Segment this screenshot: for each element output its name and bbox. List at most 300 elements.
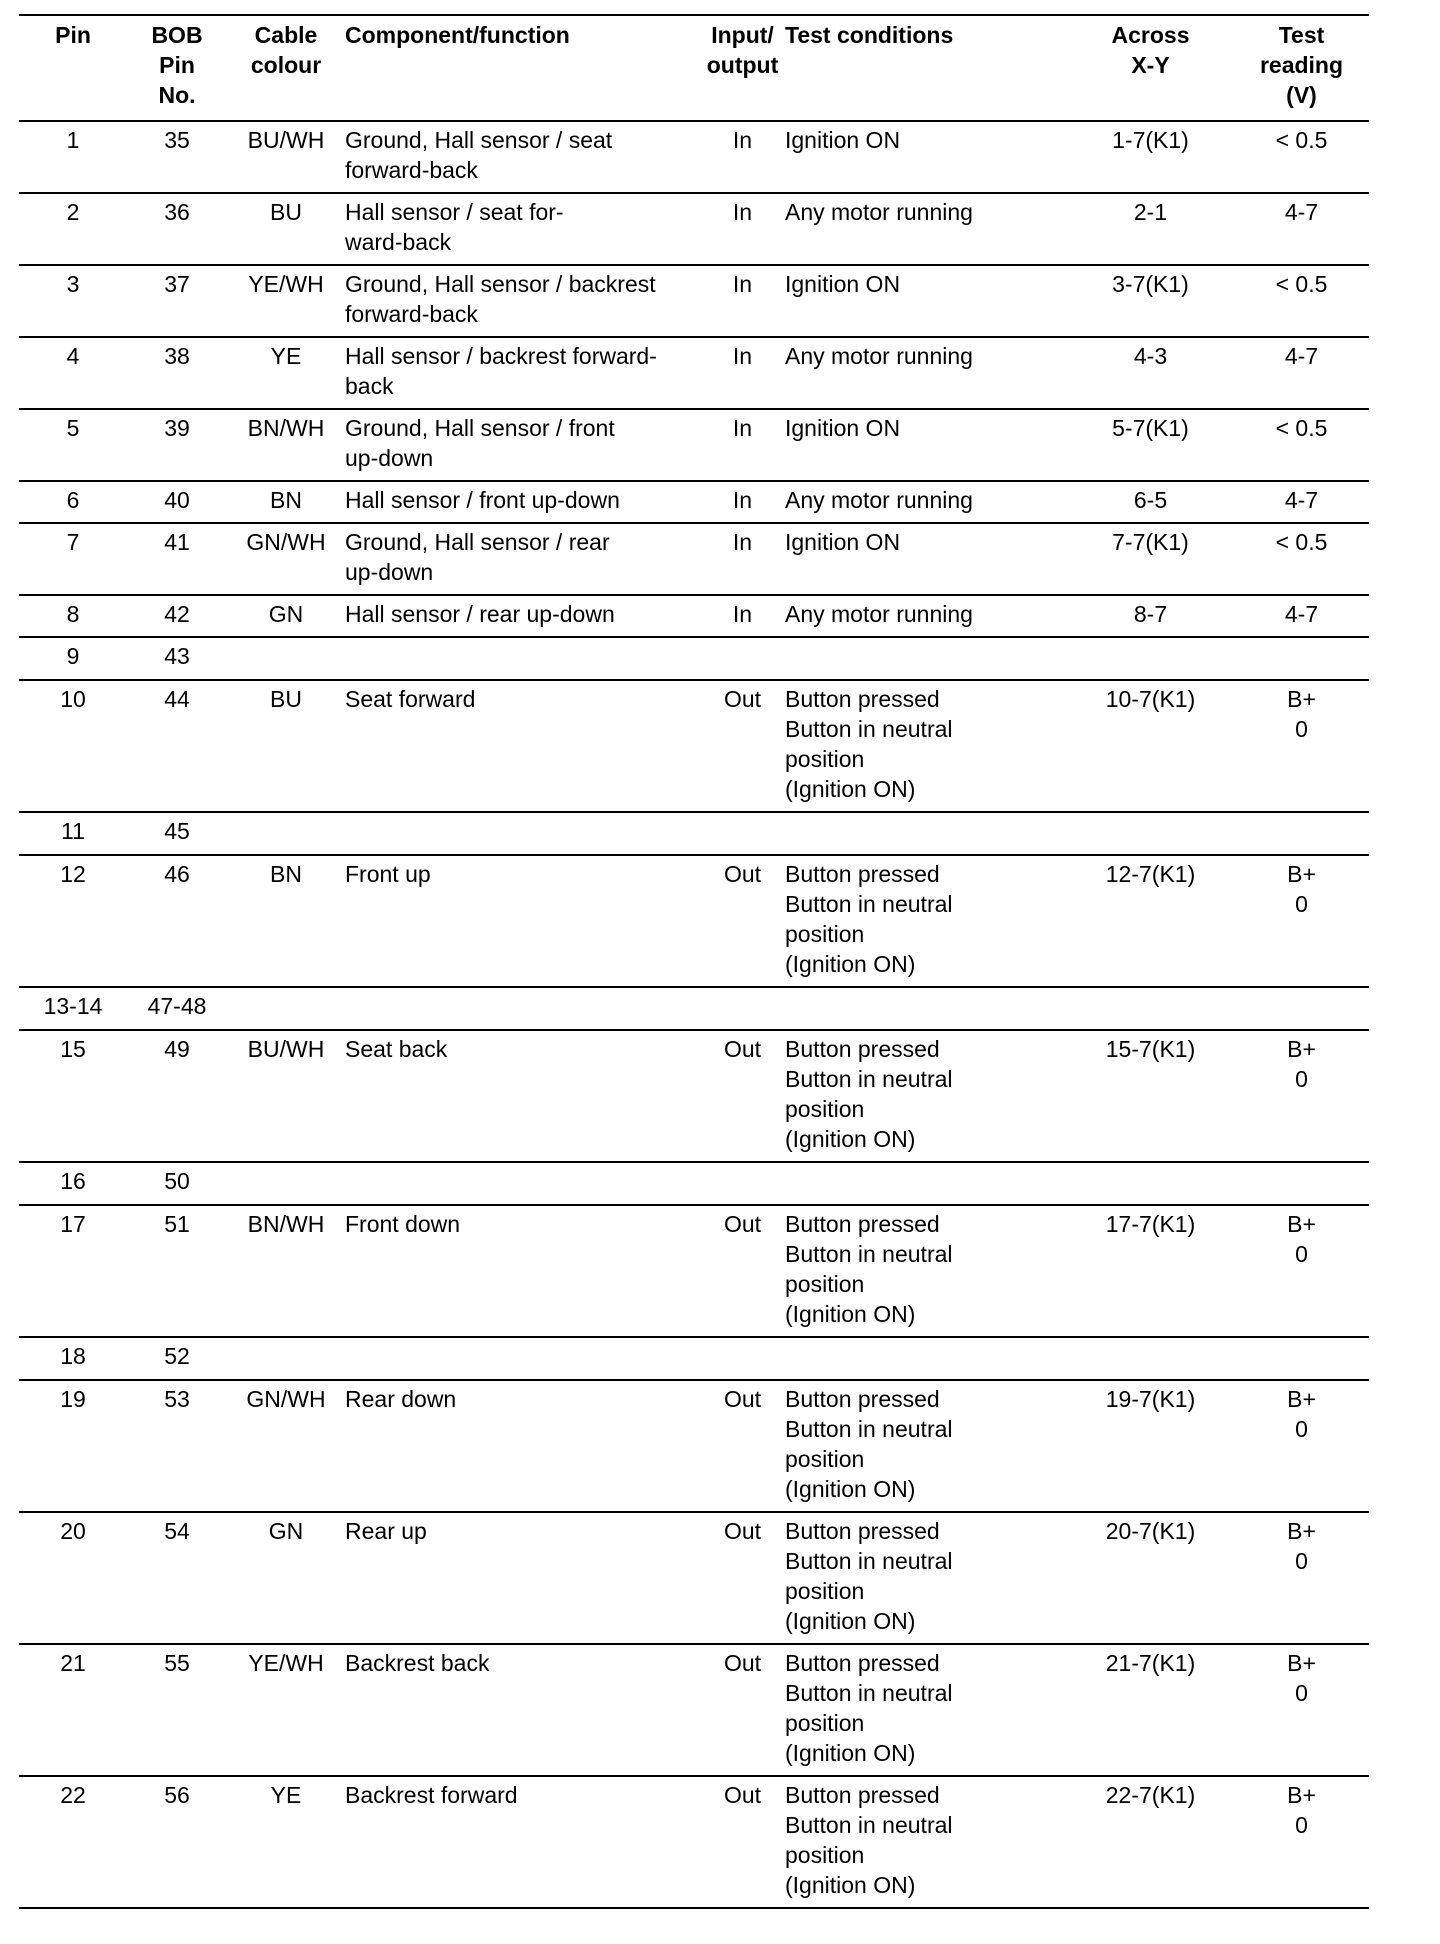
cell-test-reading (1234, 1205, 1369, 1337)
cell-test-reading-line: B+ (1287, 1518, 1316, 1544)
cell-component-function (345, 855, 700, 987)
cell-component-function-line: Ground, Hall sensor / rear (345, 529, 610, 555)
cell-test-reading (1234, 1644, 1369, 1776)
cell-pin: 5 (19, 409, 127, 481)
table-row (19, 1644, 1369, 1776)
header-across-xy (1067, 15, 1234, 121)
cell-test-reading-line: 0 (1295, 716, 1308, 742)
cell-test-conditions-line: Button pressed (785, 1518, 940, 1544)
cell-test-reading-line: 0 (1295, 1548, 1308, 1574)
cell-component-function (345, 680, 700, 812)
cell-pin: 20 (19, 1512, 127, 1644)
cell-test-conditions-line: Ignition ON (785, 271, 901, 297)
cell-test-conditions-line: Ignition ON (785, 529, 901, 555)
cell-test-conditions-line: position (785, 1710, 865, 1736)
cell-test-reading (1234, 1162, 1369, 1205)
cell-component-function (345, 523, 700, 595)
cell-test-conditions-line: position (785, 1271, 865, 1297)
cell-across-xy (1067, 987, 1234, 1030)
cell-input-output (700, 1162, 785, 1205)
cell-test-conditions (785, 1337, 1067, 1380)
cell-test-conditions (785, 595, 1067, 637)
cell-bob-pin: 39 (127, 409, 227, 481)
cell-component-function (345, 1205, 700, 1337)
cell-component-function-line: Front down (345, 1211, 461, 1237)
cell-test-conditions (785, 1512, 1067, 1644)
header-line: Cable (254, 22, 318, 48)
table-row (19, 1776, 1369, 1908)
cell-input-output: In (700, 265, 785, 337)
cell-test-conditions-line: Button in neutral (785, 1548, 953, 1574)
cell-test-conditions-line: Ignition ON (785, 415, 901, 441)
cell-across-xy: 2-1 (1067, 193, 1234, 265)
table-row (19, 409, 1369, 481)
cell-component-function-line: Hall sensor / seat for- (345, 199, 564, 225)
cell-pin: 1 (19, 121, 127, 193)
cell-component-function-line: Ground, Hall sensor / front (345, 415, 615, 441)
cell-test-conditions-line: Button pressed (785, 1386, 940, 1412)
cell-test-reading (1234, 1380, 1369, 1512)
cell-test-conditions (785, 987, 1067, 1030)
cell-pin: 16 (19, 1162, 127, 1205)
cell-across-xy: 10-7(K1) (1067, 680, 1234, 812)
table-body (19, 121, 1369, 1908)
cell-test-conditions-line: Button in neutral (785, 716, 953, 742)
cell-across-xy: 6-5 (1067, 481, 1234, 523)
cell-test-conditions-line: Ignition ON (785, 127, 901, 153)
cell-test-reading (1234, 121, 1369, 193)
cell-test-conditions-line: Button pressed (785, 1650, 940, 1676)
cell-test-conditions (785, 855, 1067, 987)
header-line: No. (158, 82, 196, 108)
cell-component-function-line: Backrest forward (345, 1782, 518, 1808)
cell-across-xy: 19-7(K1) (1067, 1380, 1234, 1512)
header-bob-pin-no (127, 15, 227, 121)
table-row (19, 812, 1369, 855)
cell-bob-pin: 43 (127, 637, 227, 680)
cell-component-function (345, 193, 700, 265)
cell-component-function-line: Front up (345, 861, 431, 887)
cell-test-reading (1234, 1030, 1369, 1162)
cell-test-conditions (785, 193, 1067, 265)
cell-test-conditions-line: Button in neutral (785, 1416, 953, 1442)
table-row (19, 481, 1369, 523)
cell-cable-colour: YE/WH (227, 265, 345, 337)
cell-test-conditions (785, 265, 1067, 337)
cell-test-reading (1234, 987, 1369, 1030)
header-cable-colour (227, 15, 345, 121)
table-row (19, 855, 1369, 987)
cell-component-function (345, 121, 700, 193)
cell-test-reading-line: 0 (1295, 1066, 1308, 1092)
cell-cable-colour: BU/WH (227, 1030, 345, 1162)
cell-component-function (345, 1380, 700, 1512)
cell-pin: 13-14 (19, 987, 127, 1030)
cell-test-conditions-line: Button pressed (785, 1782, 940, 1808)
table-row (19, 1205, 1369, 1337)
cell-across-xy: 5-7(K1) (1067, 409, 1234, 481)
table-row (19, 523, 1369, 595)
cell-input-output: In (700, 409, 785, 481)
cell-cable-colour: GN (227, 1512, 345, 1644)
cell-test-reading (1234, 1512, 1369, 1644)
cell-component-function-line: ward-back (345, 229, 452, 255)
cell-test-reading (1234, 265, 1369, 337)
cell-component-function-line: back (345, 373, 394, 399)
cell-test-reading (1234, 637, 1369, 680)
cell-pin: 17 (19, 1205, 127, 1337)
cell-test-conditions (785, 481, 1067, 523)
cell-test-reading (1234, 523, 1369, 595)
header-line: reading (1259, 52, 1344, 78)
cell-test-reading-line: 0 (1295, 1680, 1308, 1706)
cell-component-function (345, 1512, 700, 1644)
cell-across-xy: 1-7(K1) (1067, 121, 1234, 193)
cell-test-conditions (785, 121, 1067, 193)
cell-test-conditions (785, 337, 1067, 409)
cell-test-conditions-line: Any motor running (785, 487, 973, 513)
table-row (19, 595, 1369, 637)
cell-test-conditions (785, 409, 1067, 481)
cell-pin: 10 (19, 680, 127, 812)
cell-input-output: Out (700, 1205, 785, 1337)
cell-cable-colour: BU/WH (227, 121, 345, 193)
cell-component-function (345, 1162, 700, 1205)
cell-test-reading (1234, 193, 1369, 265)
header-line: Test (1278, 22, 1325, 48)
cell-pin: 8 (19, 595, 127, 637)
cell-component-function-line: Hall sensor / backrest forward- (345, 343, 657, 369)
cell-component-function-line: Hall sensor / front up-down (345, 487, 620, 513)
cell-across-xy (1067, 1337, 1234, 1380)
cell-cable-colour: GN/WH (227, 523, 345, 595)
cell-test-reading (1234, 595, 1369, 637)
cell-test-conditions (785, 1205, 1067, 1337)
cell-bob-pin: 42 (127, 595, 227, 637)
cell-test-reading (1234, 812, 1369, 855)
header-line: Pin (55, 22, 91, 48)
cell-cable-colour: BN/WH (227, 1205, 345, 1337)
cell-pin: 7 (19, 523, 127, 595)
cell-across-xy: 8-7 (1067, 595, 1234, 637)
cell-test-conditions-line: Button pressed (785, 1036, 940, 1062)
cell-component-function (345, 481, 700, 523)
cell-cable-colour: YE (227, 337, 345, 409)
cell-bob-pin: 45 (127, 812, 227, 855)
cell-component-function-line: Seat back (345, 1036, 448, 1062)
cell-test-reading-line: 4-7 (1284, 343, 1319, 369)
cell-test-conditions-line: position (785, 921, 865, 947)
header-line: Across (1111, 22, 1190, 48)
cell-test-conditions-line: Button pressed (785, 1211, 940, 1237)
cell-component-function-line: up-down (345, 445, 434, 471)
cell-bob-pin: 46 (127, 855, 227, 987)
cell-pin: 9 (19, 637, 127, 680)
cell-across-xy (1067, 812, 1234, 855)
cell-component-function-line: forward-back (345, 157, 478, 183)
cell-test-reading-line: B+ (1287, 1036, 1316, 1062)
cell-bob-pin: 40 (127, 481, 227, 523)
cell-test-reading-line: < 0.5 (1275, 415, 1328, 441)
cell-test-reading-line: B+ (1287, 1650, 1316, 1676)
cell-test-reading (1234, 337, 1369, 409)
cell-test-reading-line: 4-7 (1284, 487, 1319, 513)
cell-test-conditions-line: Button in neutral (785, 891, 953, 917)
header-line: BOB (151, 22, 203, 48)
header-line: colour (250, 52, 322, 78)
cell-test-conditions-line: (Ignition ON) (785, 1301, 916, 1327)
cell-component-function (345, 265, 700, 337)
table-row (19, 337, 1369, 409)
cell-bob-pin: 54 (127, 1512, 227, 1644)
cell-bob-pin: 53 (127, 1380, 227, 1512)
cell-test-reading-line: 0 (1295, 1812, 1308, 1838)
cell-input-output (700, 1337, 785, 1380)
cell-pin: 2 (19, 193, 127, 265)
cell-bob-pin: 41 (127, 523, 227, 595)
pinout-table (19, 14, 1369, 1909)
cell-bob-pin: 36 (127, 193, 227, 265)
cell-test-conditions-line: Any motor running (785, 601, 973, 627)
cell-test-conditions (785, 1162, 1067, 1205)
cell-component-function (345, 1644, 700, 1776)
cell-component-function (345, 812, 700, 855)
cell-test-conditions-line: (Ignition ON) (785, 1476, 916, 1502)
cell-across-xy: 21-7(K1) (1067, 1644, 1234, 1776)
header-line: X-Y (1131, 52, 1170, 78)
cell-component-function (345, 637, 700, 680)
cell-across-xy (1067, 637, 1234, 680)
cell-test-conditions (785, 1380, 1067, 1512)
header-row (19, 15, 1369, 121)
header-pin (19, 15, 127, 121)
cell-test-conditions-line: (Ignition ON) (785, 776, 916, 802)
cell-input-output: Out (700, 680, 785, 812)
cell-bob-pin: 44 (127, 680, 227, 812)
cell-input-output: Out (700, 1776, 785, 1908)
cell-input-output: Out (700, 1644, 785, 1776)
cell-input-output: Out (700, 855, 785, 987)
table-row (19, 680, 1369, 812)
cell-input-output: Out (700, 1030, 785, 1162)
cell-pin: 6 (19, 481, 127, 523)
header-line: Test conditions (785, 22, 954, 48)
cell-cable-colour: GN/WH (227, 1380, 345, 1512)
cell-bob-pin: 52 (127, 1337, 227, 1380)
cell-cable-colour: BU (227, 193, 345, 265)
cell-test-conditions (785, 812, 1067, 855)
cell-component-function-line: Backrest back (345, 1650, 490, 1676)
cell-component-function (345, 1776, 700, 1908)
cell-test-reading-line: 4-7 (1284, 199, 1319, 225)
cell-cable-colour (227, 812, 345, 855)
cell-test-conditions-line: position (785, 746, 865, 772)
cell-test-conditions-line: (Ignition ON) (785, 1872, 916, 1898)
cell-pin: 12 (19, 855, 127, 987)
table-row (19, 637, 1369, 680)
cell-across-xy: 7-7(K1) (1067, 523, 1234, 595)
cell-component-function (345, 987, 700, 1030)
cell-across-xy: 15-7(K1) (1067, 1030, 1234, 1162)
cell-cable-colour: BN/WH (227, 409, 345, 481)
cell-cable-colour (227, 1162, 345, 1205)
cell-across-xy: 12-7(K1) (1067, 855, 1234, 987)
cell-test-conditions-line: (Ignition ON) (785, 1126, 916, 1152)
cell-pin: 22 (19, 1776, 127, 1908)
cell-input-output: In (700, 337, 785, 409)
cell-test-reading-line: 0 (1295, 1416, 1308, 1442)
cell-bob-pin: 35 (127, 121, 227, 193)
cell-test-reading-line: < 0.5 (1275, 127, 1328, 153)
cell-pin: 19 (19, 1380, 127, 1512)
table-row (19, 121, 1369, 193)
header-test-reading (1234, 15, 1369, 121)
cell-input-output: In (700, 121, 785, 193)
cell-component-function (345, 337, 700, 409)
cell-across-xy: 4-3 (1067, 337, 1234, 409)
table-row (19, 1162, 1369, 1205)
cell-test-conditions (785, 1776, 1067, 1908)
cell-bob-pin: 47-48 (127, 987, 227, 1030)
header-line: (V) (1286, 82, 1317, 108)
cell-bob-pin: 38 (127, 337, 227, 409)
cell-test-conditions-line: Any motor running (785, 199, 973, 225)
header-input-output (700, 15, 785, 121)
cell-input-output: Out (700, 1380, 785, 1512)
cell-test-reading (1234, 409, 1369, 481)
cell-input-output: In (700, 595, 785, 637)
cell-test-reading (1234, 481, 1369, 523)
cell-bob-pin: 37 (127, 265, 227, 337)
table-row (19, 1030, 1369, 1162)
cell-bob-pin: 49 (127, 1030, 227, 1162)
cell-test-conditions-line: Any motor running (785, 343, 973, 369)
cell-cable-colour: BN (227, 855, 345, 987)
cell-test-conditions-line: (Ignition ON) (785, 1608, 916, 1634)
cell-test-conditions-line: (Ignition ON) (785, 1740, 916, 1766)
cell-test-reading (1234, 1776, 1369, 1908)
cell-test-conditions-line: Button in neutral (785, 1680, 953, 1706)
cell-cable-colour: YE/WH (227, 1644, 345, 1776)
pinout-sheet (19, 14, 1369, 1909)
cell-test-conditions-line: Button in neutral (785, 1241, 953, 1267)
cell-bob-pin: 51 (127, 1205, 227, 1337)
cell-test-conditions-line: position (785, 1842, 865, 1868)
cell-test-conditions-line: Button in neutral (785, 1066, 953, 1092)
cell-test-reading (1234, 855, 1369, 987)
table-row (19, 1380, 1369, 1512)
cell-cable-colour: YE (227, 1776, 345, 1908)
cell-test-reading-line: B+ (1287, 1782, 1316, 1808)
cell-component-function-line: Seat forward (345, 686, 476, 712)
cell-cable-colour (227, 1337, 345, 1380)
cell-input-output: In (700, 193, 785, 265)
cell-component-function-line: up-down (345, 559, 434, 585)
cell-input-output (700, 637, 785, 680)
cell-test-reading-line: B+ (1287, 861, 1316, 887)
table-row (19, 1512, 1369, 1644)
cell-component-function-line: forward-back (345, 301, 478, 327)
cell-pin: 4 (19, 337, 127, 409)
cell-input-output: Out (700, 1512, 785, 1644)
cell-test-reading-line: B+ (1287, 1386, 1316, 1412)
cell-pin: 3 (19, 265, 127, 337)
cell-test-reading-line: 0 (1295, 1241, 1308, 1267)
cell-test-conditions (785, 1030, 1067, 1162)
cell-test-conditions-line: Button pressed (785, 861, 940, 887)
table-row (19, 193, 1369, 265)
cell-test-conditions (785, 680, 1067, 812)
cell-test-conditions-line: (Ignition ON) (785, 951, 916, 977)
cell-pin: 21 (19, 1644, 127, 1776)
table-row (19, 987, 1369, 1030)
cell-input-output (700, 987, 785, 1030)
cell-input-output (700, 812, 785, 855)
cell-test-conditions-line: position (785, 1096, 865, 1122)
cell-bob-pin: 56 (127, 1776, 227, 1908)
cell-across-xy: 3-7(K1) (1067, 265, 1234, 337)
header-line: Component/function (345, 22, 570, 48)
header-line: Input/ (711, 22, 774, 48)
cell-component-function (345, 409, 700, 481)
cell-across-xy: 20-7(K1) (1067, 1512, 1234, 1644)
cell-pin: 18 (19, 1337, 127, 1380)
header-test-conditions (785, 15, 1067, 121)
cell-component-function-line: Rear up (345, 1518, 427, 1544)
cell-test-conditions (785, 523, 1067, 595)
cell-cable-colour: GN (227, 595, 345, 637)
cell-cable-colour: BU (227, 680, 345, 812)
cell-pin: 11 (19, 812, 127, 855)
cell-test-reading-line: 0 (1295, 891, 1308, 917)
cell-test-reading-line: < 0.5 (1275, 529, 1328, 555)
cell-test-reading (1234, 680, 1369, 812)
cell-cable-colour (227, 637, 345, 680)
cell-across-xy (1067, 1162, 1234, 1205)
cell-pin: 15 (19, 1030, 127, 1162)
cell-component-function-line: Ground, Hall sensor / backrest (345, 271, 656, 297)
cell-test-conditions-line: Button pressed (785, 686, 940, 712)
cell-test-reading-line: < 0.5 (1275, 271, 1328, 297)
cell-test-reading (1234, 1337, 1369, 1380)
cell-test-reading-line: B+ (1287, 686, 1316, 712)
cell-across-xy: 22-7(K1) (1067, 1776, 1234, 1908)
cell-cable-colour (227, 987, 345, 1030)
cell-test-conditions-line: position (785, 1446, 865, 1472)
header-line: output (706, 52, 779, 78)
cell-bob-pin: 55 (127, 1644, 227, 1776)
cell-cable-colour: BN (227, 481, 345, 523)
cell-input-output: In (700, 481, 785, 523)
cell-component-function-line: Hall sensor / rear up-down (345, 601, 615, 627)
cell-component-function (345, 1337, 700, 1380)
cell-bob-pin: 50 (127, 1162, 227, 1205)
table-row (19, 265, 1369, 337)
header-line: Pin (159, 52, 195, 78)
cell-component-function-line: Rear down (345, 1386, 457, 1412)
cell-test-conditions (785, 637, 1067, 680)
cell-test-reading-line: 4-7 (1284, 601, 1319, 627)
cell-input-output: In (700, 523, 785, 595)
cell-component-function (345, 1030, 700, 1162)
cell-test-conditions (785, 1644, 1067, 1776)
cell-test-conditions-line: Button in neutral (785, 1812, 953, 1838)
cell-test-reading-line: B+ (1287, 1211, 1316, 1237)
cell-across-xy: 17-7(K1) (1067, 1205, 1234, 1337)
cell-component-function (345, 595, 700, 637)
cell-component-function-line: Ground, Hall sensor / seat (345, 127, 613, 153)
cell-test-conditions-line: position (785, 1578, 865, 1604)
